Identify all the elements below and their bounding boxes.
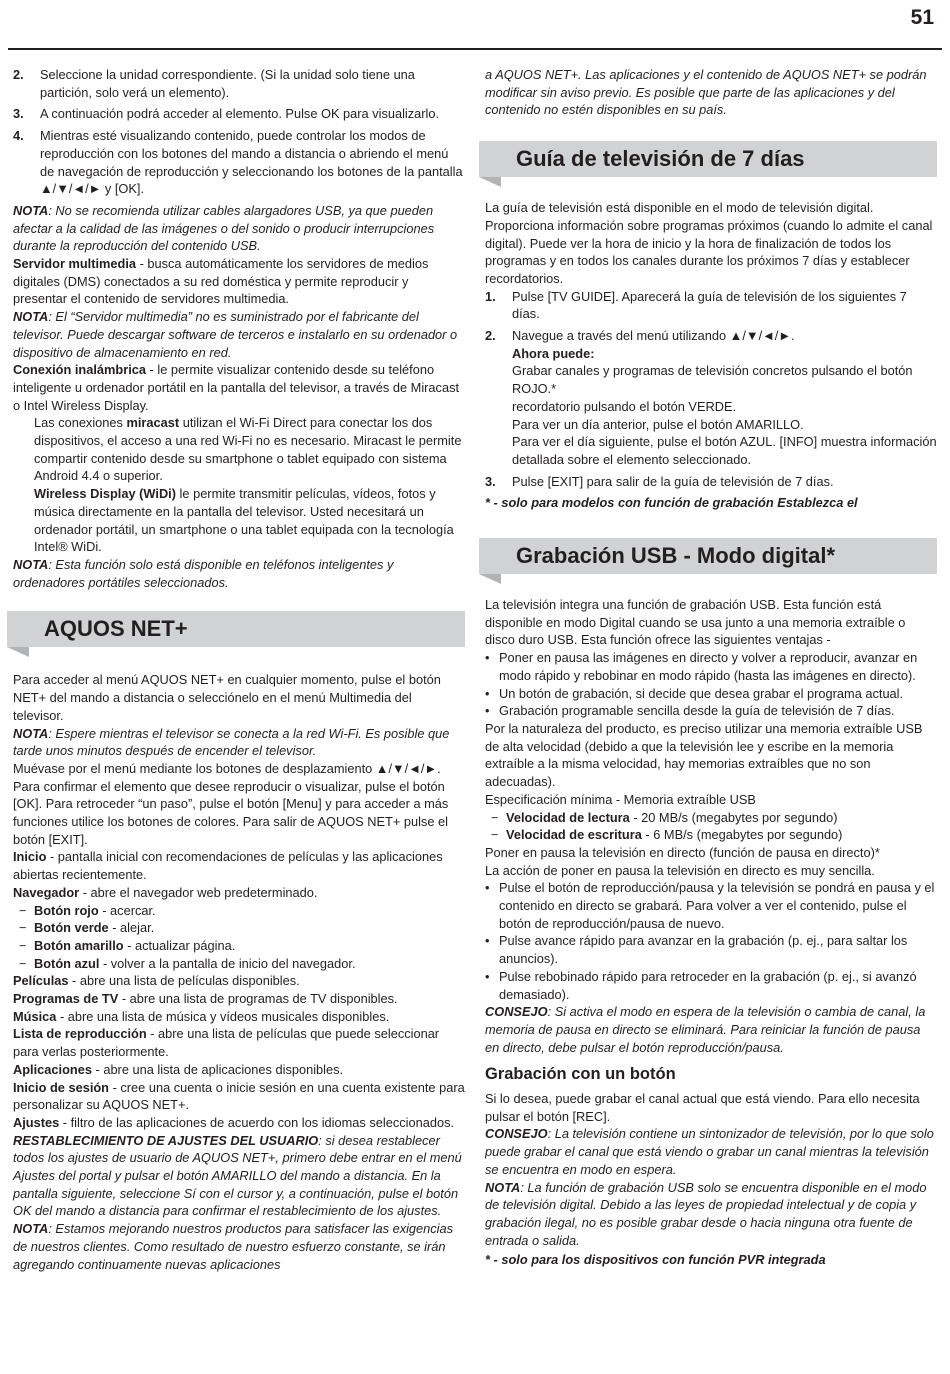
paragraph xyxy=(13,361,465,414)
list-item xyxy=(13,919,465,937)
note-label: NOTA xyxy=(13,556,49,572)
paragraph: La acción de poner en pausa la televisión en directo es muy sencilla. xyxy=(485,862,875,878)
term-label: Velocidad de escritura xyxy=(506,827,642,843)
list-item xyxy=(13,955,465,973)
item-number: 2. xyxy=(485,328,496,344)
paragraph: La guía de televisión está disponible en el modo de televisión digital. Proporciona información sobre programas próximos (cuando lo admite el canal digital). Puede ver la hora de inicio y la hora de finalización de todos los programas y en todos los canales durante los próximos 7 días y establecer recordatorios. xyxy=(485,200,933,286)
item-text: Pulse [TV GUIDE]. Aparecerá la guía de televisión de los siguientes 7 días. xyxy=(512,288,907,322)
paragraph: La televisión integra una función de grabación USB. Esta función está disponible en modo Digital cuando se usa junto a una memoria extraíble o disco duro USB. Esta función ofrece las siguientes ventajas - xyxy=(485,597,906,648)
item-text: Seleccione la unidad correspondiente. (Si la unidad solo tiene una partición, solo verá un elemento). xyxy=(40,67,415,100)
note-label: NOTA xyxy=(13,309,49,325)
term-label: Conexión inalámbrica xyxy=(13,362,146,378)
footnote: * - solo para los dispositivos con función PVR integrada xyxy=(485,1252,826,1268)
term-label: Botón amarillo xyxy=(34,937,124,953)
list-item xyxy=(485,879,937,932)
term-label: Ajustes xyxy=(13,1114,60,1130)
note xyxy=(13,202,465,255)
term-text: - abre una lista de música y vídeos musicales disponibles. xyxy=(56,1008,390,1024)
term-text: - le permite visualizar contenido desde su teléfono inteligente u ordenador portátil en la pantalla del televisor, a través de Miracast o Intel Wireless Display. xyxy=(13,362,460,413)
bullet-marker: • xyxy=(485,703,490,719)
dash-marker: − xyxy=(491,809,499,825)
paragraph xyxy=(13,1114,465,1132)
note-label: NOTA xyxy=(13,1221,49,1237)
term-label: Inicio xyxy=(13,849,47,865)
note-label: NOTA xyxy=(13,202,49,218)
paragraph: Especificación mínima - Memoria extraíble USB xyxy=(485,791,756,807)
list-item xyxy=(13,66,465,101)
note xyxy=(485,1125,937,1178)
paragraph: Grabar canales y programas de televisión concretos pulsando el botón ROJO.* xyxy=(512,363,913,397)
note-text: : La función de grabación USB solo se encuentra disponible en el modo de televisión digital. Debido a las leyes de propiedad intelectual y de copia y grabación ilegal, no es posible grabar desde o hacia ninguna otra fuente de entrada o salida. xyxy=(485,1179,927,1248)
item-text: Pulse el botón de reproducción/pausa y la televisión se pondrá en pausa y el contenido en directo se grabará. Para volver a ver el contenido, pulse el botón de reproducción/pausa de nuevo. xyxy=(499,880,935,931)
right-column xyxy=(485,66,937,1269)
note-text: : El “Servidor multimedia” no es suministrado por el fabricante del televisor. Puede descargar software de terceros e instalarlo en su ordenador o dispositivo de almacenamiento en red. xyxy=(13,309,458,360)
list-item xyxy=(485,968,937,1003)
left-column xyxy=(13,66,465,1273)
page-number: 51 xyxy=(910,6,934,29)
paragraph xyxy=(13,255,465,308)
paragraph xyxy=(13,1061,465,1079)
item-text: Grabación programable sencilla desde la guía de televisión de 7 días. xyxy=(499,703,895,719)
list-item xyxy=(485,932,937,967)
paragraph: Muévase por el menú mediante los botones de desplazamiento ▲/▼/◄/►. Para confirmar el elemento que desee reproducir o visualizar, pulse el botón [OK]. Para retroceder “un paso”, pulse el botón [Menu] y para acceder a más funciones utilice los botones de colores. Para salir de AQUOS NET+ pulse el botón [EXIT]. xyxy=(13,760,449,847)
item-number: 1. xyxy=(485,288,496,304)
paragraph xyxy=(13,848,465,883)
term-label: Wireless Display (WiDi) xyxy=(34,486,176,502)
paragraph xyxy=(13,972,465,990)
term-label: Películas xyxy=(13,973,69,989)
note-label: NOTA xyxy=(485,1179,521,1195)
item-text: Un botón de grabación, si decide que desea grabar el programa actual. xyxy=(499,685,904,701)
term-label: Lista de reproducción xyxy=(13,1026,147,1042)
term-text: - actualizar página. xyxy=(123,937,236,953)
term-text: - abre una lista de películas disponibles. xyxy=(68,973,300,989)
term-label: Aplicaciones xyxy=(13,1061,92,1077)
list-item xyxy=(485,473,937,491)
paragraph: Por la naturaleza del producto, es preciso utilizar una memoria extraíble USB de alta velocidad (debido a que la televisión lee y escribe en la memoria extraíble a la misma velocidad, hay memorias extraíbles que no son adecuadas). xyxy=(485,720,923,790)
term-label: Inicio de sesión xyxy=(13,1079,110,1095)
term-label: Música xyxy=(13,1008,57,1024)
term-text: - alejar. xyxy=(108,920,155,936)
list-item xyxy=(13,127,465,198)
term-label: Servidor multimedia xyxy=(13,256,137,272)
list-item xyxy=(13,105,465,123)
term-text: - volver a la pantalla de inicio del navegador. xyxy=(99,955,356,971)
bullet-marker: • xyxy=(485,968,490,984)
paragraph xyxy=(13,1079,465,1114)
item-text: A continuación podrá acceder al elemento. Pulse OK para visualizarlo. xyxy=(40,106,440,122)
list-item xyxy=(13,902,465,920)
item-text: Pulse rebobinado rápido para retroceder en la grabación (p. ej., si avanzó demasiado). xyxy=(499,968,917,1002)
term-label: Velocidad de lectura xyxy=(506,809,630,825)
note xyxy=(13,308,465,361)
term-text: - abre una lista de programas de TV disponibles. xyxy=(118,991,398,1007)
section-heading-guia: Guía de televisión de 7 días xyxy=(479,141,937,177)
section-heading-usb: Grabación USB - Modo digital* xyxy=(479,538,937,574)
paragraph xyxy=(13,884,465,902)
paragraph: Poner en pausa la televisión en directo (función de pausa en directo)* xyxy=(485,844,880,860)
bullet-marker: • xyxy=(485,933,490,949)
note-text: : La televisión contiene un sintonizador de televisión, por lo que solo puede grabar el canal que está viendo o grabar un canal mientras la televisión se encuentra en modo en espera. xyxy=(485,1126,934,1177)
note-label: NOTA xyxy=(13,725,49,741)
paragraph xyxy=(13,485,465,556)
term-text: - acercar. xyxy=(98,902,156,918)
dash-marker: − xyxy=(19,902,27,918)
term-text: - filtro de las aplicaciones de acuerdo con los idiomas seleccionados. xyxy=(59,1114,455,1130)
section-heading-aquos: AQUOS NET+ xyxy=(7,611,465,647)
item-number: 4. xyxy=(13,128,24,144)
subheading: Ahora puede: xyxy=(512,345,595,361)
item-number: 2. xyxy=(13,67,24,82)
paragraph xyxy=(13,990,465,1008)
term-label: Botón rojo xyxy=(34,902,99,918)
note xyxy=(13,1220,465,1273)
paragraph xyxy=(13,414,465,485)
dash-marker: − xyxy=(19,920,27,936)
list-item xyxy=(485,327,937,345)
note xyxy=(13,556,465,591)
item-text: Poner en pausa las imágenes en directo y volver a reproducir, avanzar en modo rápido y rebobinar en modo rápido (hasta las imágenes en directo). xyxy=(499,650,918,683)
note-text: : Espere mientras el televisor se conecta a la red Wi-Fi. Es posible que tarde unos minutos después de encender el televisor. xyxy=(13,725,450,759)
paragraph xyxy=(13,1008,465,1026)
paragraph xyxy=(13,1025,465,1060)
term-label: Botón verde xyxy=(34,920,109,936)
term-label: Botón azul xyxy=(34,955,100,971)
item-text: Navegue a través del menú utilizando ▲/▼/◄/►. xyxy=(512,328,795,344)
paragraph: a AQUOS NET+. Las aplicaciones y el contenido de AQUOS NET+ se podrán modificar sin aviso previo. Es posible que parte de las aplicaciones y del contenido no estén disponibles en su país. xyxy=(485,67,927,118)
term-text: - busca automáticamente los servidores de medios digitales (DMS) conectados a su red doméstica y permite reproducir y presentar el contenido de servidores multimedia. xyxy=(13,256,429,307)
subsection-heading: Grabación con un botón xyxy=(485,1065,676,1084)
term-text: - pantalla inicial con recomendaciones de películas y las aplicaciones abiertas recientemente. xyxy=(13,849,443,883)
term-text: - abre una lista de películas que puede seleccionar para verlas posteriormente. xyxy=(13,1026,440,1060)
list-item xyxy=(485,685,937,703)
item-text: Pulse [EXIT] para salir de la guía de televisión de 7 días. xyxy=(512,473,834,489)
note-text: : si desea restablecer todos los ajustes de usuario de AQUOS NET+, primero debe entrar en el menú Ajustes del portal y pulsar el botón AMARILLO del mando a distancia. En la pantalla siguiente, seleccione Sí con el cursor y, a continuación, pulse el botón OK del mando a distancia para confirmar el restablecimiento de los ajustes. xyxy=(13,1132,462,1219)
list-item xyxy=(485,288,937,323)
term-label: Programas de TV xyxy=(13,991,119,1007)
list-item xyxy=(485,702,937,720)
bullet-marker: • xyxy=(485,685,490,701)
list-item xyxy=(485,809,937,827)
paragraph: Si lo desea, puede grabar el canal actual que está viendo. Para ello necesita pulsar el botón [REC]. xyxy=(485,1091,920,1124)
list-item xyxy=(485,826,937,844)
note-label: CONSEJO xyxy=(485,1004,548,1020)
term-text: - 6 MB/s (megabytes por segundo) xyxy=(641,827,843,843)
dash-marker: − xyxy=(19,955,27,971)
dash-marker: − xyxy=(19,937,27,953)
note xyxy=(13,1132,465,1221)
text-fragment: Las conexiones xyxy=(34,415,127,431)
bullet-marker: • xyxy=(485,650,490,666)
paragraph: Para ver un día anterior, pulse el botón AMARILLO. xyxy=(512,416,804,432)
term-text: - 20 MB/s (megabytes por segundo) xyxy=(629,809,838,825)
item-text: Pulse avance rápido para avanzar en la grabación (p. ej., para saltar los anuncios). xyxy=(499,933,908,967)
note-text: : Esta función solo está disponible en teléfonos inteligentes y ordenadores portátiles seleccionados. xyxy=(13,556,394,590)
bullet-marker: • xyxy=(485,880,490,896)
term-label: Navegador xyxy=(13,884,80,900)
item-number: 3. xyxy=(485,473,496,489)
paragraph: Para ver el día siguiente, pulse el botón AZUL. [INFO] muestra información detallada sobre el elemento seleccionado. xyxy=(512,434,937,467)
term-text: - cree una cuenta o inicie sesión en una cuenta existente para personalizar su AQUOS NET+. xyxy=(13,1079,465,1113)
note-label: RESTABLECIMIENTO DE AJUSTES DEL USUARIO xyxy=(13,1132,319,1148)
note-text: : No se recomienda utilizar cables alargadores USB, ya que pueden afectar a la calidad de las imágenes o del sonido o producir interrupciones durante la reproducción del contenido USB. xyxy=(13,202,435,254)
note xyxy=(13,725,465,760)
list-item xyxy=(485,649,937,684)
item-number: 3. xyxy=(13,106,24,122)
item-text: Mientras esté visualizando contenido, puede controlar los modos de reproducción con los botones del mando a distancia o abriendo el menú de navegación de reproducción y seleccionando los botones de la pantalla ▲/▼/◄/► y [OK]. xyxy=(40,128,463,197)
note-text: : Estamos mejorando nuestros productos para satisfacer las exigencias de nuestros clientes. Como resultado de nuestro esfuerzo constante, se irán agregando continuamente nuevas aplicaciones xyxy=(13,1221,454,1272)
header-rule xyxy=(8,48,942,50)
term-text: le permite transmitir películas, vídeos, fotos y música directamente en la pantalla del televisor. Usted necesitará un ordenador portátil, un smartphone o una tablet equipada con la tecnología Intel® WiDi. xyxy=(34,486,454,555)
paragraph: recordatorio pulsando el botón VERDE. xyxy=(512,398,737,414)
term-text: - abre una lista de aplicaciones disponibles. xyxy=(91,1061,344,1077)
term-label: miracast xyxy=(126,415,180,431)
note-label: CONSEJO xyxy=(485,1126,548,1142)
term-text: utilizan el Wi-Fi Direct para conectar los dos dispositivos, el acceso a una red Wi-Fi no es necesario. Miracast le permite compartir contenido desde su smartphone o tablet equipado con sistema Android 4.4 o superior. xyxy=(34,415,462,484)
list-item xyxy=(13,937,465,955)
note xyxy=(485,1179,937,1250)
paragraph: Para acceder al menú AQUOS NET+ en cualquier momento, pulse el botón NET+ del mando a distancia o selecciónelo en el menú Multimedia del televisor. xyxy=(13,672,441,723)
footnote: * - solo para modelos con función de grabación Establezca el xyxy=(485,495,858,511)
note-text: : Si activa el modo en espera de la televisión o cambia de canal, la memoria de pausa en directo se eliminará. Para reiniciar la función de pausa en directo, debe pulsar el botón reproducción/pausa. xyxy=(485,1004,926,1055)
note xyxy=(485,1003,937,1056)
dash-marker: − xyxy=(491,827,499,843)
term-text: - abre el navegador web predeterminado. xyxy=(79,884,318,900)
